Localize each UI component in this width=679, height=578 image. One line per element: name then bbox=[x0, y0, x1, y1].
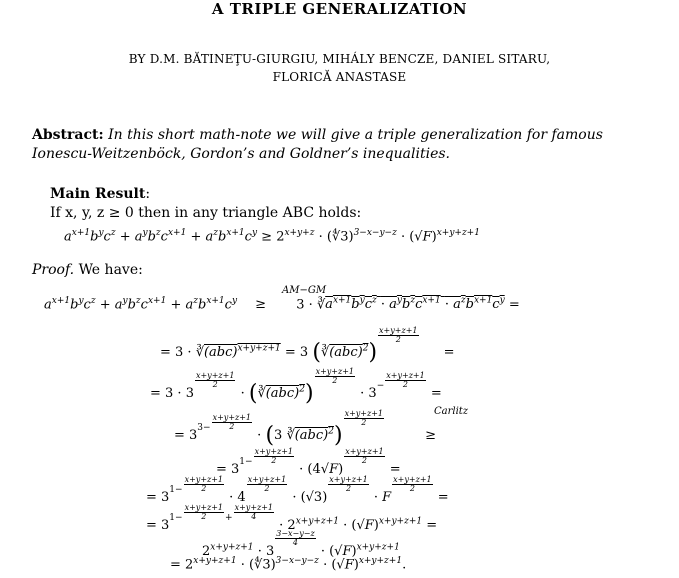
abstract-label: Abstract bbox=[32, 127, 99, 143]
proof-step-6: = $3^{1-}$ $\frac{x+y+z+1}{2}$ · 4 $\frac{x+y+z+1}{2}$ · (√3) $\frac{x+y+z+1}{2}$ · F $\frac{x+y+z+1}{2}$ = bbox=[146, 475, 449, 505]
main-inequality: $a^{x+1}b^yc^z + a^yb^zc^{x+1} + a^zb^{x+1}c^y \ge 2^{x+y+z}$ · (∜3)$^{3-x-y-z}$ · $(√F)^{x+y+z+1}$ bbox=[64, 228, 480, 245]
proof-step-1: $a^{x+1}b^yc^z + a^yb^zc^{x+1} + a^zb^{x+1}c^y \ge 3$ · $∛a^{x+1}b^yc^z \cdot a^yb^zc^{x+1} \cdot a^zb^{x+1}c^y$ = bbox=[44, 296, 520, 313]
author-line-1: BY D.M. BĂTINEŢU-GIURGIU, MIHÁLY BENCZE, DANIEL SITARU, bbox=[128, 52, 551, 66]
proof-label: Proof. bbox=[32, 262, 75, 278]
proof-step-9: = $2^{x+y+z+1}$ · (∜3)$^{3-x-y-z}$ · $(√F)^{x+y+z+1}$. bbox=[170, 556, 407, 573]
proof-step-2: = 3 · ∛(abc)$^{x+y+z+1}$ = 3 (∛(abc)$^2$) $\frac{x+y+z+1}{2}$ = bbox=[160, 326, 455, 365]
main-result-heading: Main Result: bbox=[50, 186, 151, 202]
author-list bbox=[0, 50, 679, 86]
main-result-label: Main Result bbox=[50, 186, 146, 202]
abstract-text: In this short math-note we will give a triple generalization for famous Ionescu-Weitzenböck, Gordon’s and Goldner’s inequalities. bbox=[32, 127, 603, 162]
am-gm-label: AM−GM bbox=[282, 285, 327, 296]
proof-step-3: = 3 · 3 $\frac{x+y+z+1}{2}$ · (∛(abc)$^2$) $\frac{x+y+z+1}{2}$ · 3− $\frac{x+y+z+1}{2}$ = bbox=[150, 367, 442, 406]
proof-step-5: = $3^{1-}$ $\frac{x+y+z+1}{2}$ · (4√F) $\frac{x+y+z+1}{2}$ = bbox=[216, 447, 401, 477]
paper-title: A TRIPLE GENERALIZATION bbox=[211, 0, 468, 18]
abstract: Abstract: In this short math-note we will give a triple generalization for famous Ionescu-Weitzenböck, Gordon’s and Goldner’s inequalities. bbox=[32, 127, 603, 162]
proof-step-7: = $3^{1-}$ $\frac{x+y+z+1}{2}$ + $\frac{x+y+z+1}{4}$ · $2^{x+y+z+1} \cdot (√F)^{x+y+z+1}$ = bbox=[146, 503, 438, 533]
carlitz-label: Carlitz bbox=[434, 406, 469, 417]
proof-step-4: = $3^{3-}$ $\frac{x+y+z+1}{2}$ · (3 ∛(abc)$^2$) $\frac{x+y+z+1}{2}$ ≥ bbox=[174, 409, 437, 448]
proof-start bbox=[32, 262, 143, 278]
proof-text: We have: bbox=[78, 262, 143, 278]
theorem-statement: If x, y, z ≥ 0 then in any triangle ABC holds: bbox=[50, 205, 362, 221]
proof-step-8: $2^{x+y+z+1} \cdot 3$ $\frac{3-x-y-z}{4}$ · $(√F)^{x+y+z+1}$ bbox=[202, 529, 400, 559]
author-line-2: FLORICĂ ANASTASE bbox=[272, 70, 407, 84]
